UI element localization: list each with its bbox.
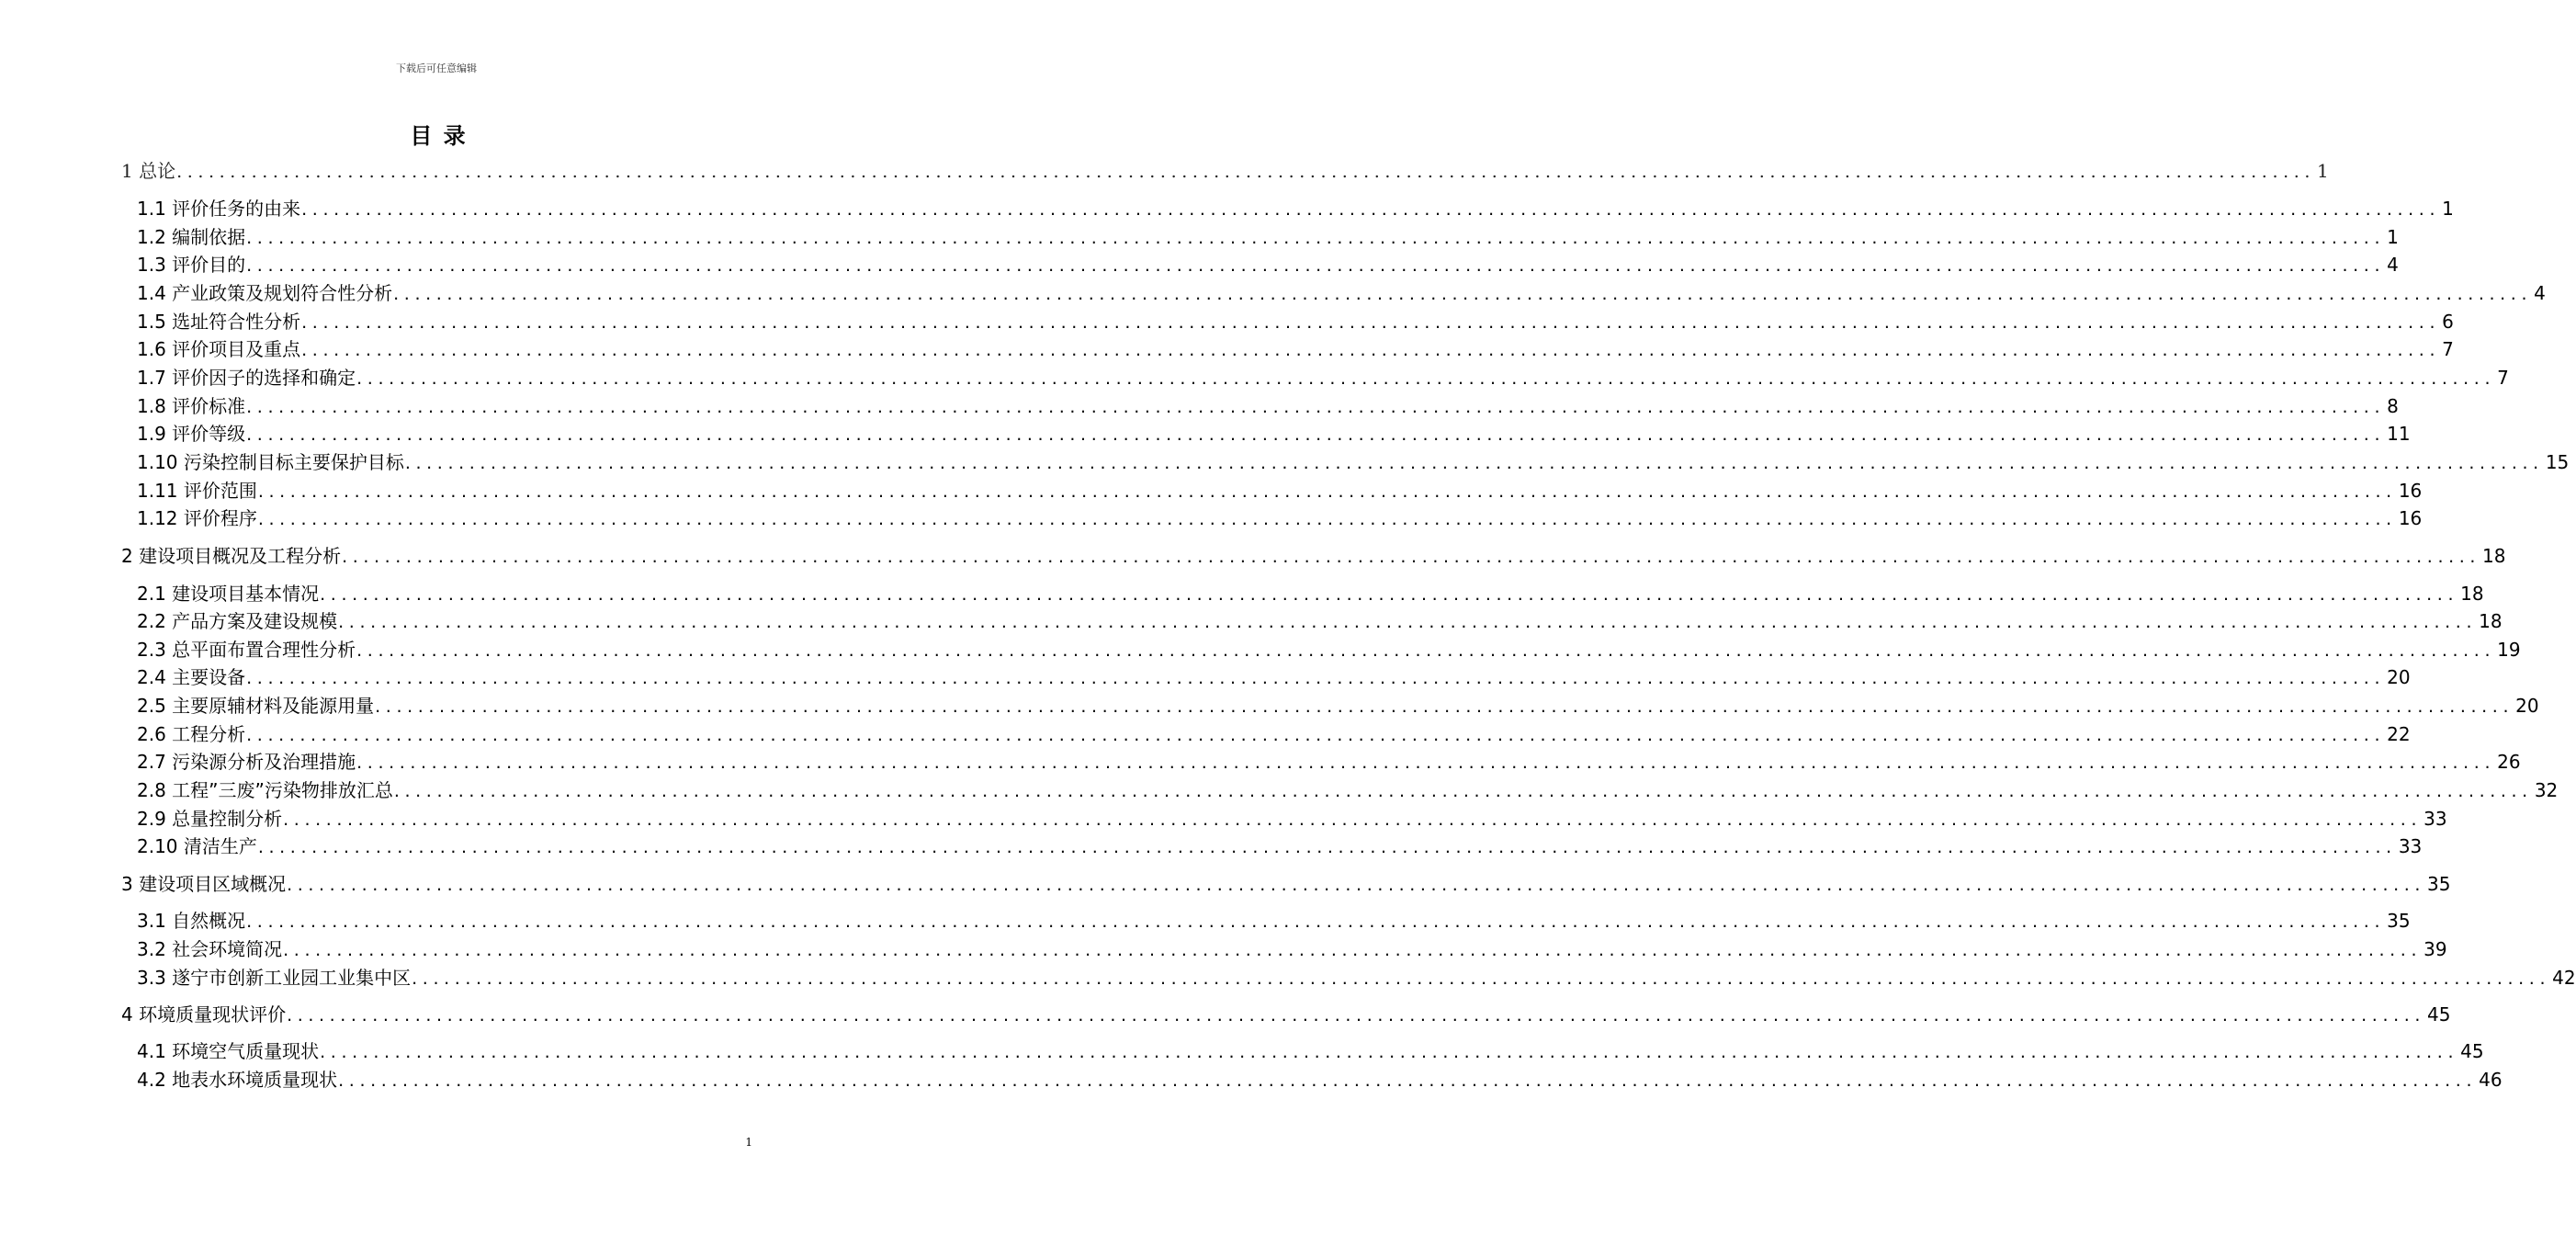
toc-entry-label: 1.4 产业政策及规划符合性分析 (137, 282, 393, 304)
toc-entry-page: 16 (2398, 507, 2423, 529)
toc-entry-page: 18 (2479, 610, 2503, 632)
toc-entry-page: 33 (2398, 835, 2423, 857)
toc-entry-row (137, 908, 2411, 934)
toc-entry-row (137, 833, 2423, 859)
toc-section-entry[interactable] (0, 505, 2423, 531)
toc-dot-leader: ........................................................................................................................................................................................................ (287, 875, 2426, 895)
toc-section-entry[interactable] (0, 336, 2454, 362)
toc-entry-label: 4 环境质量现状评价 (121, 1003, 287, 1025)
toc-entry-row (137, 806, 2447, 832)
toc-title: 目 录 (410, 122, 468, 149)
toc-dot-leader: ........................................................................................................................................................................................................ (393, 284, 2533, 304)
toc-entry-page: 4 (2534, 282, 2546, 304)
toc-dot-leader: ........................................................................................................................................................................................................ (320, 1042, 2459, 1062)
toc-dot-leader: ........................................................................................................................................................................................................ (375, 697, 2514, 717)
toc-dot-leader: ........................................................................................................................................................................................................ (246, 725, 2386, 745)
toc-entry-page: 26 (2497, 751, 2521, 773)
toc-section-entry[interactable] (0, 1038, 2484, 1064)
toc-entry-label: 2.9 总量控制分析 (137, 808, 283, 830)
toc-entry-page: 35 (2427, 873, 2451, 895)
toc-entry-page: 15 (2545, 451, 2570, 473)
page-number: 1 (745, 1136, 752, 1149)
header-note: 下载后可任意编辑 (396, 62, 477, 74)
toc-section-entry[interactable] (0, 664, 2411, 690)
toc-entry-label: 4.2 地表水环境质量现状 (137, 1069, 338, 1091)
toc-entry-label: 1.9 评价等级 (137, 423, 246, 445)
toc-section-entry[interactable] (0, 449, 2570, 475)
toc-entry-label: 1.6 评价项目及重点 (137, 338, 301, 360)
toc-dot-leader: ........................................................................................................................................................................................................ (283, 940, 2423, 960)
toc-entry-label: 3 建设项目区域概况 (121, 873, 287, 895)
toc-dot-leader: ........................................................................................................................................................................................................ (412, 969, 2551, 989)
toc-section-entry[interactable] (0, 393, 2399, 419)
toc-entry-page: 39 (2423, 938, 2447, 960)
toc-section-entry[interactable] (0, 252, 2399, 278)
toc-section-entry[interactable] (0, 365, 2509, 391)
toc-entry-row (137, 777, 2559, 803)
toc-section-entry[interactable] (0, 581, 2484, 606)
toc-entry-page: 11 (2387, 423, 2411, 445)
toc-entry-label: 1.11 评价范围 (137, 480, 257, 502)
toc-entry-row (137, 449, 2570, 475)
toc-section-entry[interactable] (0, 749, 2521, 775)
toc-section-entry[interactable] (0, 965, 2576, 991)
toc-entry-row (137, 608, 2503, 634)
toc-dot-leader: ........................................................................................................................................................................................................ (320, 584, 2459, 605)
toc-dot-leader: ........................................................................................................................................................................................................ (283, 810, 2423, 830)
toc-chapter-entry[interactable] (0, 1002, 2451, 1027)
toc-entry-page: 45 (2460, 1040, 2484, 1062)
toc-entry-label: 1.5 选址符合性分析 (137, 311, 301, 333)
toc-entry-page: 7 (2442, 338, 2454, 360)
toc-entry-page: 16 (2398, 480, 2423, 502)
toc-dot-leader: ........................................................................................................................................................................................................ (338, 1071, 2478, 1091)
toc-entry-label: 1.8 评价标准 (137, 395, 246, 417)
toc-dot-leader: ........................................................................................................................................................................................................ (342, 547, 2481, 567)
toc-entry-row (137, 749, 2521, 775)
toc-dot-leader: ........................................................................................................................................................................................................ (287, 1005, 2426, 1025)
toc-entry-page: 20 (2387, 666, 2411, 688)
toc-entry-page: 22 (2387, 723, 2411, 745)
toc-dot-leader: ........................................................................................................................................................................................................ (246, 425, 2386, 445)
toc-entry-row (137, 336, 2454, 362)
toc-dot-leader: ........................................................................................................................................................................................................ (356, 368, 2496, 389)
toc-entry-row (137, 664, 2411, 690)
toc-dot-leader: ........................................................................................................................................................................................................ (257, 837, 2397, 857)
toc-entry-row (137, 196, 2454, 221)
toc-entry-row (121, 158, 2329, 184)
toc-entry-label: 3.2 社会环境简况 (137, 938, 283, 960)
toc-dot-leader: ........................................................................................................................................................................................................ (301, 312, 2441, 333)
toc-entry-label: 2.2 产品方案及建设规模 (137, 610, 338, 632)
toc-entry-label: 2.7 污染源分析及治理措施 (137, 751, 356, 773)
toc-entry-label: 2 建设项目概况及工程分析 (121, 545, 342, 567)
toc-entry-page: 35 (2387, 910, 2411, 932)
toc-section-entry[interactable] (0, 637, 2521, 663)
toc-entry-row (137, 637, 2521, 663)
toc-section-entry[interactable] (0, 196, 2454, 221)
toc-entry-page: 6 (2442, 311, 2454, 333)
toc-section-entry[interactable] (0, 721, 2411, 747)
toc-section-entry[interactable] (0, 1067, 2503, 1093)
toc-entry-page: 1 (2317, 160, 2329, 182)
toc-entry-page: 8 (2387, 395, 2399, 417)
toc-entry-page: 46 (2479, 1069, 2503, 1091)
toc-entry-page: 18 (2460, 583, 2484, 605)
toc-dot-leader: ........................................................................................................................................................................................................ (356, 640, 2496, 661)
toc-entry-label: 1.7 评价因子的选择和确定 (137, 367, 356, 389)
toc-entry-label: 1.1 评价任务的由来 (137, 198, 301, 220)
toc-entry-row (137, 309, 2454, 334)
toc-dot-leader: ........................................................................................................................................................................................................ (257, 509, 2397, 529)
toc-entry-row (121, 543, 2506, 569)
toc-section-entry[interactable] (0, 936, 2447, 962)
toc-entry-row (137, 965, 2576, 991)
toc-entry-label: 1.3 评价目的 (137, 254, 246, 276)
toc-section-entry[interactable] (0, 908, 2411, 934)
toc-entry-row (137, 1067, 2503, 1093)
toc-section-entry[interactable] (0, 421, 2411, 447)
toc-dot-leader: ........................................................................................................................................................................................................ (301, 199, 2441, 220)
toc-entry-row (137, 280, 2546, 306)
toc-entry-row (121, 871, 2451, 897)
toc-entry-row (137, 721, 2411, 747)
toc-dot-leader: ........................................................................................................................................................................................................ (404, 453, 2544, 473)
toc-entry-label: 1.10 污染控制目标主要保护目标 (137, 451, 404, 473)
toc-dot-leader: ........................................................................................................................................................................................................ (246, 397, 2386, 417)
toc-entry-label: 2.5 主要原辅材料及能源用量 (137, 695, 375, 717)
toc-chapter-entry[interactable] (0, 871, 2451, 897)
toc-entry-label: 2.4 主要设备 (137, 666, 246, 688)
toc-section-entry[interactable] (0, 280, 2546, 306)
toc-entry-row (137, 393, 2399, 419)
toc-section-entry[interactable] (0, 309, 2454, 334)
toc-dot-leader: ........................................................................................................................................................................................................ (246, 228, 2386, 248)
toc-entry-row (137, 936, 2447, 962)
toc-entry-label: 2.8 工程”三废”污染物排放汇总 (137, 779, 393, 801)
toc-entry-row (137, 224, 2399, 250)
toc-entry-page: 7 (2497, 367, 2509, 389)
toc-entry-page: 4 (2387, 254, 2399, 276)
toc-entry-page: 42 (2552, 967, 2576, 989)
toc-entry-label: 1 总论 (121, 160, 176, 182)
toc-entry-row (137, 421, 2411, 447)
toc-entry-row (137, 581, 2484, 606)
toc-entry-page: 1 (2387, 226, 2399, 248)
toc-entry-row (137, 693, 2539, 719)
toc-section-entry[interactable] (0, 806, 2447, 832)
toc-entry-page: 32 (2534, 779, 2559, 801)
toc-dot-leader: ........................................................................................................................................................................................................ (393, 781, 2533, 801)
toc-entry-label: 1.12 评价程序 (137, 507, 257, 529)
toc-entry-label: 2.1 建设项目基本情况 (137, 583, 320, 605)
toc-entry-label: 2.3 总平面布置合理性分析 (137, 639, 356, 661)
toc-dot-leader: ........................................................................................................................................................................................................ (246, 668, 2386, 688)
toc-entry-row (137, 505, 2423, 531)
toc-dot-leader: ........................................................................................................................................................................................................ (246, 912, 2386, 932)
toc-entry-row (137, 1038, 2484, 1064)
toc-entry-page: 18 (2482, 545, 2506, 567)
toc-entry-page: 45 (2427, 1003, 2451, 1025)
toc-entry-page: 33 (2423, 808, 2447, 830)
toc-entry-label: 2.6 工程分析 (137, 723, 246, 745)
toc-entry-page: 19 (2497, 639, 2521, 661)
toc-entry-row (137, 252, 2399, 278)
toc-section-entry[interactable] (0, 608, 2503, 634)
toc-dot-leader: ........................................................................................................................................................................................................ (356, 753, 2496, 773)
toc-chapter-entry[interactable] (0, 158, 2329, 184)
toc-section-entry[interactable] (0, 224, 2399, 250)
toc-entry-page: 1 (2442, 198, 2454, 220)
toc-section-entry[interactable] (0, 777, 2559, 803)
toc-entry-row (137, 478, 2423, 504)
toc-dot-leader: ........................................................................................................................................................................................................ (246, 255, 2386, 276)
toc-entry-label: 1.2 编制依据 (137, 226, 246, 248)
toc-dot-leader: ........................................................................................................................................................................................................ (257, 482, 2397, 502)
toc-entry-row (137, 365, 2509, 391)
toc-chapter-entry[interactable] (0, 543, 2506, 569)
toc-entry-label: 3.3 遂宁市创新工业园工业集中区 (137, 967, 412, 989)
toc-entry-row (121, 1002, 2451, 1027)
toc-dot-leader: ........................................................................................................................................................................................................ (301, 340, 2441, 360)
toc-dot-leader: ........................................................................................................................................................................................................ (338, 612, 2478, 632)
toc-entry-label: 4.1 环境空气质量现状 (137, 1040, 320, 1062)
toc-section-entry[interactable] (0, 833, 2423, 859)
toc-entry-page: 20 (2515, 695, 2539, 717)
toc-entry-label: 2.10 清洁生产 (137, 835, 257, 857)
toc-section-entry[interactable] (0, 693, 2539, 719)
toc-section-entry[interactable] (0, 478, 2423, 504)
toc-dot-leader: ........................................................................................................................................................................................................ (176, 162, 2316, 182)
toc-entry-label: 3.1 自然概况 (137, 910, 246, 932)
